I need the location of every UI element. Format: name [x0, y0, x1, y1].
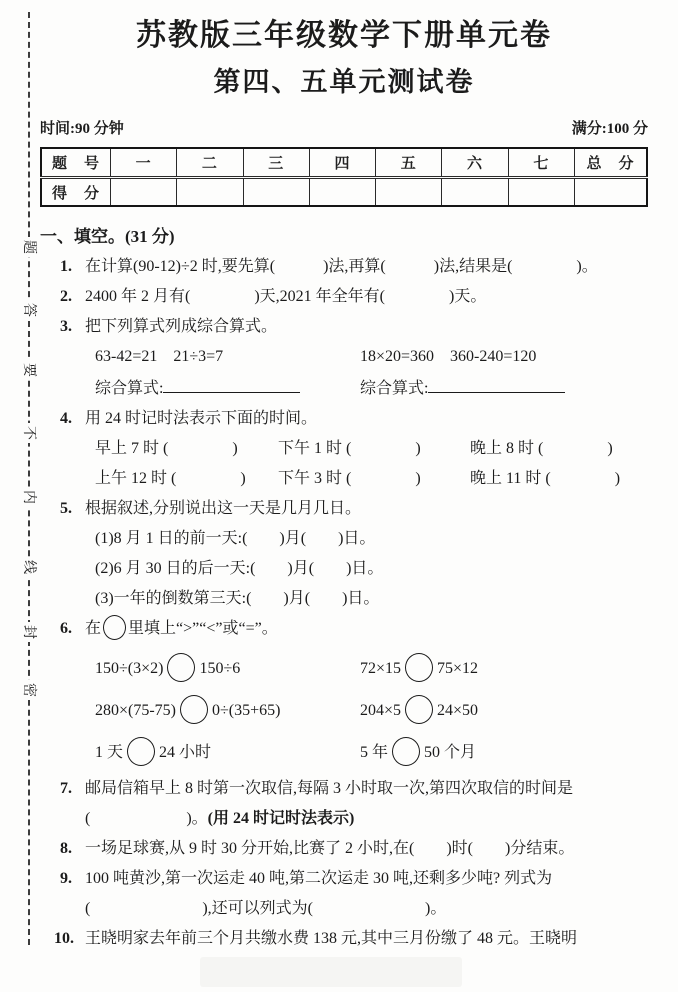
compare-circle-icon [180, 695, 208, 724]
question-number: 8. [60, 840, 72, 857]
score-cell [575, 178, 648, 207]
q5-item-1: (1)8 月 1 日的前一天:( )月( )日。 [95, 530, 376, 547]
score-cell [243, 178, 309, 207]
question-text: 把下列算式列成综合算式。 [85, 318, 278, 335]
col-header: 六 [442, 148, 508, 178]
expression: 280×(75-75) [95, 702, 177, 719]
q3-answer-row [95, 374, 648, 404]
question-10 [40, 924, 648, 954]
question-text: 根据叙述,分别说出这一天是几月几日。 [85, 500, 362, 517]
q6-compare-row-1 [95, 648, 648, 690]
seal-text-char: 封 [18, 622, 38, 642]
question-number: 9. [60, 870, 72, 887]
q6-compare-row-2 [95, 690, 648, 732]
question-text: 在计算(90-12)÷2 时,要先算( )法,再算( )法,结果是( )。 [85, 258, 598, 275]
col-header: 七 [508, 148, 574, 178]
question-4 [40, 404, 648, 494]
answer-blank-line [428, 377, 565, 393]
question-7 [40, 774, 648, 834]
expression: 50 个月 [424, 744, 477, 761]
expression: 150÷6 [199, 660, 241, 677]
scan-artifact-shadow [200, 957, 462, 987]
question-text-after-circle: 里填上“>”“<”或“=”。 [128, 620, 278, 637]
q3-left-equations: 63-42=21 21÷3=7 [95, 348, 224, 365]
col-header: 五 [376, 148, 442, 178]
seal-text-char: 密 [18, 680, 38, 700]
page-subtitle: 第四、五单元测试卷 [213, 67, 475, 97]
score-cell [508, 178, 574, 207]
seal-text-char: 要 [18, 360, 38, 380]
seal-text-char: 内 [18, 487, 38, 507]
col-header: 二 [177, 148, 243, 178]
score-table-score-row [41, 178, 647, 207]
q6-compare-row-3 [95, 732, 648, 774]
q4-time-item: 上午 12 时 ( ) [95, 470, 246, 487]
compare-circle-icon [103, 615, 126, 640]
full-score-label: 满分:100 分 [571, 121, 648, 137]
answer-blank: ( )。 [85, 810, 208, 827]
q3-equations-row [95, 342, 648, 372]
question-number-label: 题 号 [41, 148, 111, 178]
q4-times-row-1 [95, 434, 648, 464]
q5-item-3: (3)一年的倒数第三天:( )月( )日。 [95, 590, 380, 607]
score-table-header-row [41, 148, 647, 178]
question-text: 王晓明家去年前三个月共缴水费 138 元,其中三月份缴了 48 元。王晓明 [85, 930, 578, 947]
question-text: 一场足球赛,从 9 时 30 分开始,比赛了 2 小时,在( )时( )分结束。 [85, 840, 575, 857]
score-table [40, 147, 648, 207]
answer-blank-line [163, 377, 300, 393]
question-number: 6. [60, 620, 72, 637]
question-number: 7. [60, 780, 72, 797]
q7-answer-line [85, 804, 648, 834]
total-score-col-header: 总 分 [575, 148, 648, 178]
question-3 [40, 312, 648, 404]
score-cell [309, 178, 375, 207]
question-text: 100 吨黄沙,第一次运走 40 吨,第二次运走 30 吨,还剩多少吨? 列式为 [85, 870, 553, 887]
compare-circle-icon [405, 695, 433, 724]
q3-left-answer-label: 综合算式: [95, 380, 164, 397]
score-cell [111, 178, 177, 207]
col-header: 三 [243, 148, 309, 178]
question-number: 3. [60, 318, 72, 335]
q4-time-item: 下午 1 时 ( ) [278, 440, 421, 457]
compare-circle-icon [167, 653, 195, 682]
q4-time-item: 晚上 11 时 ( ) [470, 470, 621, 487]
expression: 204×5 [360, 702, 402, 719]
seal-text-char: 题 [18, 237, 38, 257]
q3-right-equations: 18×20=360 360-240=120 [360, 348, 537, 365]
question-text: 用 24 时记时法表示下面的时间。 [85, 410, 318, 427]
score-cell [177, 178, 243, 207]
score-cell [376, 178, 442, 207]
question-number: 4. [60, 410, 72, 427]
q3-right-answer-label: 综合算式: [360, 380, 429, 397]
expression: 150÷(3×2) [95, 660, 164, 677]
expression: 0÷(35+65) [212, 702, 281, 719]
expression: 75×12 [437, 660, 479, 677]
compare-circle-icon [405, 653, 433, 682]
question-text-before-circle: 在 [85, 620, 102, 637]
seal-text-char: 线 [18, 557, 38, 577]
question-6 [40, 614, 648, 774]
question-2 [40, 282, 648, 312]
question-text: 邮局信箱早上 8 时第一次取信,每隔 3 小时取一次,第四次取信的时间是 [85, 780, 574, 797]
compare-circle-icon [127, 737, 155, 766]
question-number: 2. [60, 288, 72, 305]
score-cell [442, 178, 508, 207]
expression: 24 小时 [159, 744, 212, 761]
question-9 [40, 864, 648, 924]
q9-answer-line: ( ),还可以列式为( )。 [85, 900, 447, 917]
q4-times-row-2 [95, 464, 648, 494]
question-1 [40, 252, 648, 282]
question-number: 5. [60, 500, 72, 517]
score-label: 得 分 [41, 178, 111, 207]
question-5 [40, 494, 648, 614]
seal-dashed-line [28, 12, 30, 945]
question-number: 10. [54, 930, 74, 947]
section-1-heading: 一、填空。(31 分) [40, 227, 175, 246]
expression: 72×15 [360, 660, 402, 677]
expression: 24×50 [437, 702, 479, 719]
q4-time-item: 下午 3 时 ( ) [278, 470, 421, 487]
q7-format-note: (用 24 时记时法表示) [207, 810, 355, 827]
question-number: 1. [60, 258, 72, 275]
expression: 1 天 [95, 744, 124, 761]
col-header: 四 [309, 148, 375, 178]
question-8 [40, 834, 648, 864]
col-header: 一 [111, 148, 177, 178]
q4-time-item: 早上 7 时 ( ) [95, 440, 238, 457]
page-title: 苏教版三年级数学下册单元卷 [136, 19, 552, 52]
compare-circle-icon [392, 737, 420, 766]
q5-item-2: (2)6 月 30 日的后一天:( )月( )日。 [95, 560, 384, 577]
expression: 5 年 [360, 744, 389, 761]
q4-time-item: 晚上 8 时 ( ) [470, 440, 613, 457]
question-text: 2400 年 2 月有( )天,2021 年全年有( )天。 [85, 288, 487, 305]
seal-text-char: 答 [18, 300, 38, 320]
time-limit-label: 时间:90 分钟 [40, 121, 124, 137]
seal-text-char: 不 [18, 423, 38, 443]
